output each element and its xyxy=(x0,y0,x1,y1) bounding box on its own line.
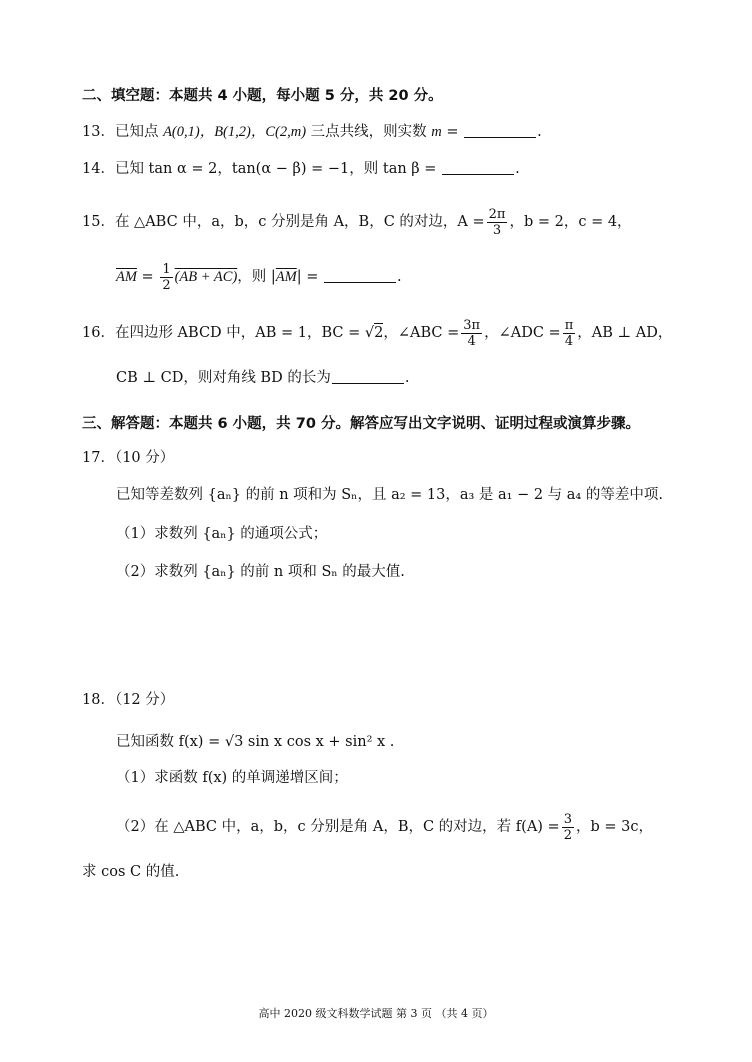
q15-text-d: ，则 | xyxy=(237,269,276,285)
question-number: 15． xyxy=(82,214,115,230)
q13-text-c: = xyxy=(441,124,464,140)
question-16-line1 xyxy=(82,313,672,353)
q16-text-a: 在四边形 ABCD 中，AB = 1，BC = √ xyxy=(114,325,375,341)
q17-part1: （1）求数列 {aₙ} 的通项公式； xyxy=(116,526,328,542)
answer-blank[interactable] xyxy=(464,123,536,138)
q16-text-d: ，AB ⊥ AD， xyxy=(577,325,673,341)
answer-blank[interactable] xyxy=(332,369,404,384)
fraction xyxy=(461,318,482,349)
q18-part1: （1）求函数 f(x) 的单调递增区间； xyxy=(116,770,348,786)
q13-end: . xyxy=(537,124,542,140)
q18-p2-a: （2）在 △ABC 中，a，b，c 分别是角 A，B，C 的对边，若 f(A) = xyxy=(116,819,560,835)
numerator: 2π xyxy=(488,206,506,222)
fraction xyxy=(487,207,508,238)
question-number: 16． xyxy=(82,325,115,341)
question-15-line2 xyxy=(116,257,402,297)
answer-blank[interactable] xyxy=(324,268,396,283)
q15-eq: = xyxy=(136,269,159,285)
fraction xyxy=(562,812,574,843)
vector-am: $\overline{AM}$ xyxy=(116,269,137,285)
q16-text-c: ，∠ADC = xyxy=(484,325,561,341)
q16-text-b: ，∠ABC = xyxy=(383,325,460,341)
q18-title: 18．（12 分） xyxy=(82,692,175,708)
vector-am-2: $\overline{AM}$ xyxy=(275,269,297,285)
fraction xyxy=(563,318,576,349)
numerator: 3π xyxy=(463,317,481,333)
q18-p2-b: ，b = 3c， xyxy=(575,819,653,835)
fraction xyxy=(160,262,172,293)
q14-text: 已知 tan α = 2，tan(α − β) = −1，则 tan β = xyxy=(114,161,442,177)
question-16-line2 xyxy=(116,368,409,388)
q14-end: . xyxy=(515,161,520,177)
denominator: 2 xyxy=(162,277,171,293)
q13-var: m xyxy=(431,124,442,140)
answer-blank[interactable] xyxy=(442,160,514,175)
numerator: π xyxy=(564,317,574,333)
q13-text-b: 三点共线，则实数 xyxy=(306,124,432,140)
section3-heading: 三、解答题：本题共 6 小题，共 70 分。解答应写出文字说明、证明过程或演算步骤。 xyxy=(82,416,640,432)
q15-end: . xyxy=(396,269,402,285)
q17-title: 17．（10 分） xyxy=(82,450,175,466)
denominator: 4 xyxy=(467,333,476,349)
q15-line1-end: ，b = 2，c = 4， xyxy=(509,214,632,230)
question-13 xyxy=(82,122,542,142)
question-15-line1 xyxy=(82,202,632,242)
denominator: 3 xyxy=(492,222,502,238)
denominator: 2 xyxy=(563,827,572,843)
sqrt-value: 2 xyxy=(374,325,384,341)
q13-text-a: 已知点 xyxy=(114,124,164,140)
q16-end: . xyxy=(404,370,410,386)
q18-part2-cont: 求 cos C 的值. xyxy=(82,864,180,880)
q18-part2 xyxy=(116,807,653,847)
numerator: 1 xyxy=(162,261,171,277)
q18-stem: 已知函数 f(x) = √3 sin x cos x + sin² x . xyxy=(116,734,395,750)
q17-part2: （2）求数列 {aₙ} 的前 n 项和 Sₙ 的最大值. xyxy=(116,564,405,580)
question-number: 14． xyxy=(82,161,115,177)
q16-line2: CB ⊥ CD，则对角线 BD 的长为 xyxy=(116,370,331,386)
denominator: 4 xyxy=(564,333,574,349)
q13-points: A(0,1)，B(1,2)，C(2,m) xyxy=(163,124,307,140)
vector-sum: (AB + AC) xyxy=(174,269,238,285)
section2-heading: 二、填空题：本题共 4 小题，每小题 5 分，共 20 分。 xyxy=(82,88,443,104)
question-number: 13． xyxy=(82,124,115,140)
q15-text-f: | = xyxy=(296,269,323,285)
question-14 xyxy=(82,159,520,179)
q17-stem: 已知等差数列 {aₙ} 的前 n 项和为 Sₙ，且 a₂ = 13，a₃ 是 a₁ − 2 与 a₄ 的等差中项. xyxy=(116,487,663,503)
q15-line1: 在 △ABC 中，a，b，c 分别是角 A，B，C 的对边，A = xyxy=(114,214,485,230)
page-footer: 高中 2020 级文科数学试题 第 3 页 （共 4 页） xyxy=(258,1007,494,1020)
numerator: 3 xyxy=(563,811,572,827)
